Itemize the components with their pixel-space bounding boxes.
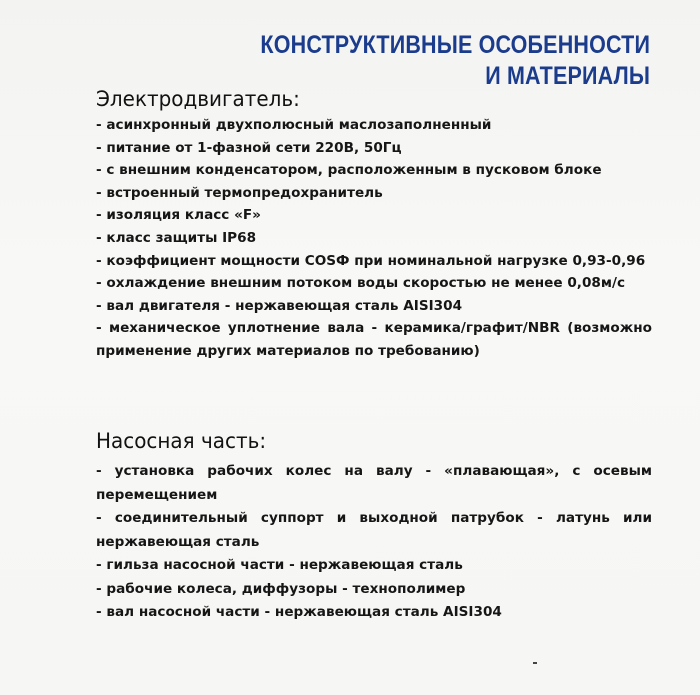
list-item: - механическое уплотнение вала - керамика/графит/NBR (возможно применение других материалов по требованию) — [96, 320, 652, 359]
list-item: - установка рабочих колес на валу - «плавающая», с осевым перемещением — [96, 463, 652, 503]
pump-section — [96, 428, 652, 625]
page-title — [260, 30, 650, 92]
list-item: - вал насосной части - нержавеющая сталь AISI304 — [96, 604, 502, 620]
pump-heading: Насосная часть: — [96, 429, 267, 453]
list-item: - питание от 1-фазной сети 220В, 50Гц — [96, 139, 402, 156]
list-item: - охлаждение внешним потоком воды скоростью не менее 0,08м/с — [96, 275, 626, 292]
list-item: - соединительный суппорт и выходной патрубок - латунь или нержавеющая сталь — [96, 510, 652, 550]
list-item: - вал двигателя - нержавеющая сталь AISI304 — [96, 297, 463, 314]
motor-section — [96, 86, 652, 363]
list-item: - встроенный термопредохранитель — [96, 184, 383, 201]
title-line-1: КОНСТРУКТИВНЫЕ ОСОБЕННОСТИ — [260, 31, 650, 59]
pump-list — [96, 460, 652, 625]
scan-speck — [533, 662, 537, 664]
list-item: - рабочие колеса, диффузоры - технополимер — [96, 580, 466, 597]
list-item: - изоляция класс «F» — [96, 207, 261, 224]
list-item: - коэффициент мощности COSФ при номинальной нагрузке 0,93-0,96 — [96, 252, 646, 269]
title-line-2: И МАТЕРИАЛЫ — [485, 62, 650, 90]
list-item: - асинхронный двухполюсный маслозаполненный — [96, 117, 492, 133]
motor-list — [96, 114, 652, 363]
list-item: - с внешним конденсатором, расположенным в пусковом блоке — [96, 162, 602, 179]
motor-heading: Электродвигатель: — [96, 87, 300, 111]
list-item: - класс защиты IP68 — [96, 229, 257, 246]
list-item: - гильза насосной части - нержавеющая сталь — [96, 557, 463, 573]
